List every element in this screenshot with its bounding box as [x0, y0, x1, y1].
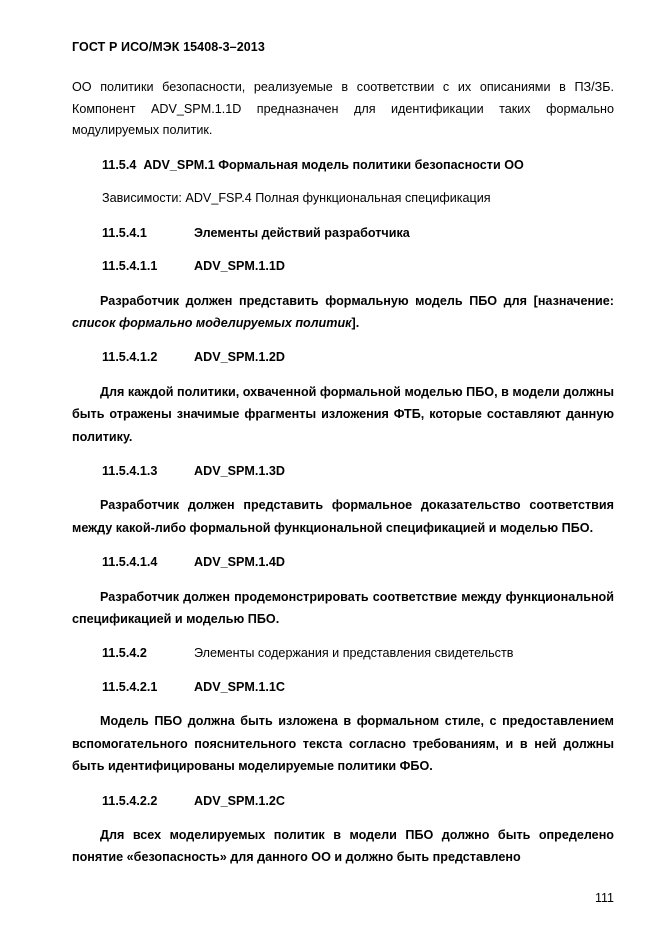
section-number: 11.5.4.2: [102, 646, 147, 661]
clause-number: 11.5.4: [102, 157, 137, 172]
item-code: ADV_SPM.1.4D: [194, 555, 285, 570]
clause-title: ADV_SPM.1 Формальная модель политики безопасности ОО: [143, 157, 524, 172]
section-heading-content-presentation: [72, 643, 614, 664]
item-heading-spm-1-2d: [72, 347, 614, 368]
item-heading-spm-1-1d: [72, 256, 614, 277]
item-code: ADV_SPM.1.3D: [194, 464, 285, 479]
item-code: ADV_SPM.1.2C: [194, 793, 285, 808]
section-title: Элементы действий разработчика: [194, 225, 410, 240]
item-number: 11.5.4.1.1: [102, 259, 158, 274]
item-heading-spm-1-3d: [72, 461, 614, 482]
item-code: ADV_SPM.1.2D: [194, 350, 285, 365]
section-title: Элементы содержания и представления свидетельств: [194, 646, 514, 661]
item-number: 11.5.4.1.2: [102, 350, 158, 365]
section-number: 11.5.4.1: [102, 225, 147, 240]
item-text-part-3: ].: [351, 316, 360, 330]
item-number: 11.5.4.2.1: [102, 679, 158, 694]
item-code: ADV_SPM.1.1D: [194, 259, 285, 274]
section-heading-developer-actions: [72, 223, 614, 244]
item-number: 11.5.4.1.3: [102, 464, 158, 479]
item-code: ADV_SPM.1.1C: [194, 679, 285, 694]
item-number: 11.5.4.1.4: [102, 555, 158, 570]
item-text-spm-1-1c: Модель ПБО должна быть изложена в формальном стиле, с предоставлением вспомогательного пояснительного текста согласно требованиям, и в ней должны быть идентифицированы моделируемые политики ФБО.: [72, 714, 614, 774]
item-text-spm-1-4d: Разработчик должен продемонстрировать соответствие между функциональной спецификацией и моделью ПБО.: [72, 589, 614, 627]
item-heading-spm-1-2c: [72, 791, 614, 812]
item-text-spm-1-1d: [72, 290, 614, 335]
page-number: 111: [594, 891, 614, 905]
item-text-spm-1-2d: Для каждой политики, охваченной формальной моделью ПБО, в модели должны быть отражены значимые фрагменты изложения ФТБ, которые составляют данную политику.: [72, 384, 614, 444]
item-number: 11.5.4.2.2: [102, 793, 158, 808]
item-text-spm-1-2c: Для всех моделируемых политик в модели ПБО должно быть определено понятие «безопасность» для данного ОО и должно быть представлено: [72, 827, 614, 865]
item-heading-spm-1-4d: [72, 552, 614, 573]
clause-heading-main: [72, 155, 614, 176]
item-heading-spm-1-1c: [72, 677, 614, 698]
intro-paragraph: ОО политики безопасности, реализуемые в соответствии с их описаниями в ПЗ/ЗБ. Компонент ADV_SPM.1.1D предназначен для идентификации таких формально модулируемых политик.: [72, 80, 614, 138]
item-text-assignment: список формально моделируемых политик: [72, 316, 352, 330]
item-text-spm-1-3d: Разработчик должен представить формальное доказательство соответствия между какой-либо формальной функциональной спецификацией и моделью ПБО.: [72, 498, 614, 535]
item-text-part-1: Разработчик должен представить формальную модель ПБО для [назначение:: [100, 293, 614, 308]
document-header: ГОСТ Р ИСО/МЭК 15408-3–2013: [72, 40, 265, 54]
dependencies-line: Зависимости: ADV_FSP.4 Полная функциональная спецификация: [102, 191, 491, 206]
